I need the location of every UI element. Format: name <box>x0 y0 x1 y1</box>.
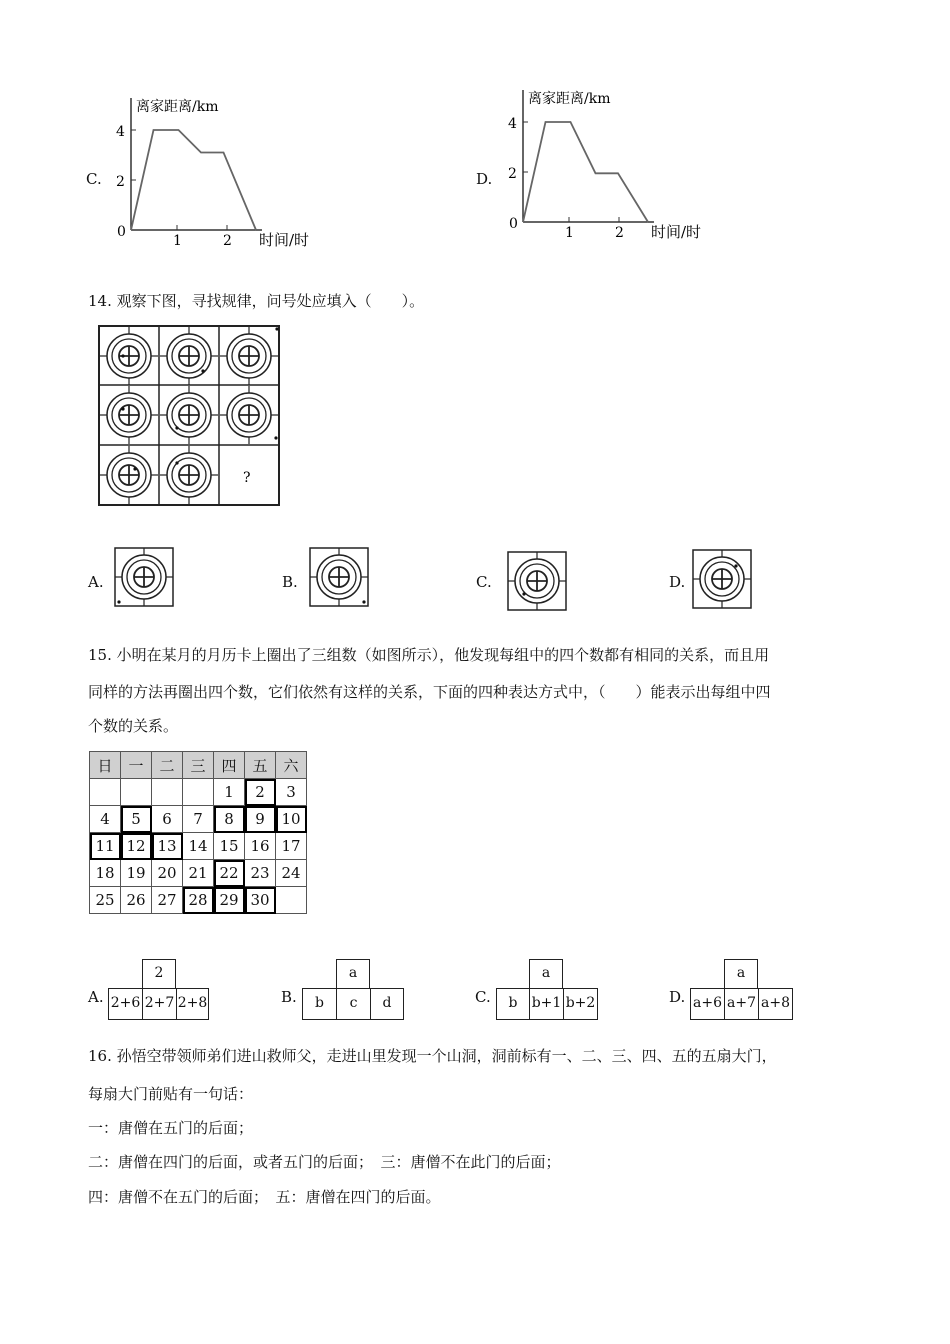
calendar-cell-circled: 9 <box>245 806 276 833</box>
ytick-2: 2 <box>508 166 517 182</box>
calendar-cell: 15 <box>214 833 245 860</box>
question-16-line-1: 16. 孙悟空带领师弟们进山救师父，走进山里发现一个山洞，洞前标有一、二、三、四、五的五扇大门， <box>88 1047 777 1065</box>
calendar-row <box>90 887 307 914</box>
calendar-row <box>90 860 307 887</box>
q14-option-b-label: B. <box>282 573 298 591</box>
question-16-line-4: 二：唐僧在四门的后面，或者五门的后面； 三：唐僧不在此门的后面； <box>88 1153 561 1171</box>
ytick-4: 4 <box>116 124 125 140</box>
calendar-cell-circled: 29 <box>214 887 245 914</box>
question-15-line-3: 个数的关系。 <box>88 717 179 735</box>
q15-option-d-label: D. <box>669 988 686 1006</box>
q15-option-b-cell-3: d <box>370 988 404 1020</box>
question-16-line-2: 每扇大门前贴有一句话： <box>88 1085 254 1103</box>
q14-option-b-figure[interactable] <box>307 545 371 609</box>
weekday: 六 <box>276 752 307 779</box>
weekday: 一 <box>121 752 152 779</box>
dot <box>274 436 277 439</box>
question-16-line-3: 一：唐僧在五门的后面； <box>88 1119 254 1137</box>
distance-line <box>131 130 256 230</box>
calendar-cell: 19 <box>121 860 152 887</box>
weekday: 三 <box>183 752 214 779</box>
weekday: 日 <box>90 752 121 779</box>
calendar-cell <box>276 887 307 914</box>
calendar-row <box>90 806 307 833</box>
calendar-cell-circled: 30 <box>245 887 276 914</box>
calendar-cell <box>90 779 121 806</box>
calendar-cell-circled: 2 <box>245 779 276 806</box>
calendar-cell-circled: 12 <box>121 833 152 860</box>
q15-option-c-cell-2: b+1 <box>529 988 564 1020</box>
q14-option-c-label: C. <box>476 573 492 591</box>
ytick-0: 0 <box>117 224 126 240</box>
question-15-line-1: 15. 小明在某月的月历卡上圈出了三组数（如图所示），他发现每组中的四个数都有相同的关系，而且用 <box>88 646 770 664</box>
dot <box>275 327 278 330</box>
ytick-4: 4 <box>508 116 517 132</box>
y-axis-label: 离家距离/km <box>528 91 611 107</box>
q14-option-c-figure[interactable] <box>505 549 569 613</box>
graph-c <box>112 90 332 252</box>
calendar-header <box>90 752 307 779</box>
q15-option-d-cell-2: a+7 <box>724 988 759 1020</box>
calendar-cell: 17 <box>276 833 307 860</box>
q15-option-c-top: a <box>529 959 563 989</box>
q14-option-d-figure[interactable] <box>690 547 754 611</box>
q15-option-d-cell-1: a+6 <box>690 988 725 1020</box>
dot <box>362 600 365 603</box>
calendar-cell: 4 <box>90 806 121 833</box>
calendar-cell: 7 <box>183 806 214 833</box>
dot <box>734 564 737 567</box>
calendar-cell: 25 <box>90 887 121 914</box>
calendar-cell: 1 <box>214 779 245 806</box>
dot <box>133 467 136 470</box>
q15-option-c-label: C. <box>475 988 491 1006</box>
dot <box>201 369 204 372</box>
weekday: 四 <box>214 752 245 779</box>
q15-option-b-top: a <box>336 959 370 989</box>
q15-option-a-label: A. <box>88 988 104 1006</box>
calendar-cell-circled: 5 <box>121 806 152 833</box>
calendar-cell: 23 <box>245 860 276 887</box>
calendar-row <box>90 779 307 806</box>
xtick-2: 2 <box>615 225 624 241</box>
calendar-cell-circled: 8 <box>214 806 245 833</box>
q15-option-a-cell-3: 2+8 <box>176 988 209 1020</box>
calendar-row <box>90 833 307 860</box>
q15-option-d-cell-3: a+8 <box>758 988 793 1020</box>
calendar-cell: 24 <box>276 860 307 887</box>
q14-grid <box>98 325 282 507</box>
dot <box>121 354 124 357</box>
q15-option-d-top: a <box>724 959 758 989</box>
dot <box>175 461 178 464</box>
xtick-1: 1 <box>565 225 574 241</box>
q14-option-d-label: D. <box>669 573 686 591</box>
question-15-line-2: 同样的方法再圈出四个数，它们依然有这样的关系，下面的四种表达方式中，（ ）能表示出每组中四 <box>88 683 771 701</box>
q15-option-c-cell-3: b+2 <box>563 988 598 1020</box>
calendar <box>89 751 307 914</box>
calendar-cell-circled: 13 <box>152 833 183 860</box>
dot <box>175 426 178 429</box>
calendar-cell: 14 <box>183 833 214 860</box>
calendar-cell <box>152 779 183 806</box>
q15-option-a-top: 2 <box>142 959 176 989</box>
x-axis-label: 时间/时 <box>651 223 702 241</box>
x-axis-label: 时间/时 <box>259 231 310 249</box>
q14-option-a-label: A. <box>88 573 104 591</box>
calendar-cell-circled: 11 <box>90 833 121 860</box>
ytick-0: 0 <box>509 216 518 232</box>
calendar-cell: 3 <box>276 779 307 806</box>
question-mark: ? <box>243 470 251 486</box>
dot <box>117 600 120 603</box>
calendar-cell-circled: 10 <box>276 806 307 833</box>
graph-d <box>504 82 724 244</box>
q14-option-a-figure[interactable] <box>112 545 176 609</box>
q15-option-c-cell-1: b <box>496 988 530 1020</box>
weekday: 五 <box>245 752 276 779</box>
q15-option-b-cell-1: b <box>302 988 337 1020</box>
dot <box>121 407 124 410</box>
option-c-label: C. <box>86 170 102 188</box>
calendar-cell: 27 <box>152 887 183 914</box>
calendar-cell <box>183 779 214 806</box>
option-d-label: D. <box>476 170 493 188</box>
y-axis-label: 离家距离/km <box>136 99 219 115</box>
ytick-2: 2 <box>116 174 125 190</box>
calendar-cell-circled: 28 <box>183 887 214 914</box>
calendar-cell-circled: 22 <box>214 860 245 887</box>
dot <box>522 592 525 595</box>
q15-option-b-cell-2: c <box>336 988 371 1020</box>
xtick-2: 2 <box>223 233 232 249</box>
calendar-cell: 21 <box>183 860 214 887</box>
calendar-cell: 6 <box>152 806 183 833</box>
calendar-cell: 26 <box>121 887 152 914</box>
xtick-1: 1 <box>173 233 182 249</box>
weekday: 二 <box>152 752 183 779</box>
q15-option-a-cell-2: 2+7 <box>142 988 177 1020</box>
calendar-cell: 16 <box>245 833 276 860</box>
q15-option-a-cell-1: 2+6 <box>108 988 143 1020</box>
question-14: 14. 观察下图，寻找规律，问号处应填入（ ）。 <box>88 292 425 310</box>
q15-option-b-label: B. <box>281 988 297 1006</box>
question-16-line-5: 四：唐僧不在五门的后面； 五：唐僧在四门的后面。 <box>88 1188 441 1206</box>
calendar-cell: 20 <box>152 860 183 887</box>
calendar-cell: 18 <box>90 860 121 887</box>
distance-line <box>523 122 648 222</box>
calendar-cell <box>121 779 152 806</box>
